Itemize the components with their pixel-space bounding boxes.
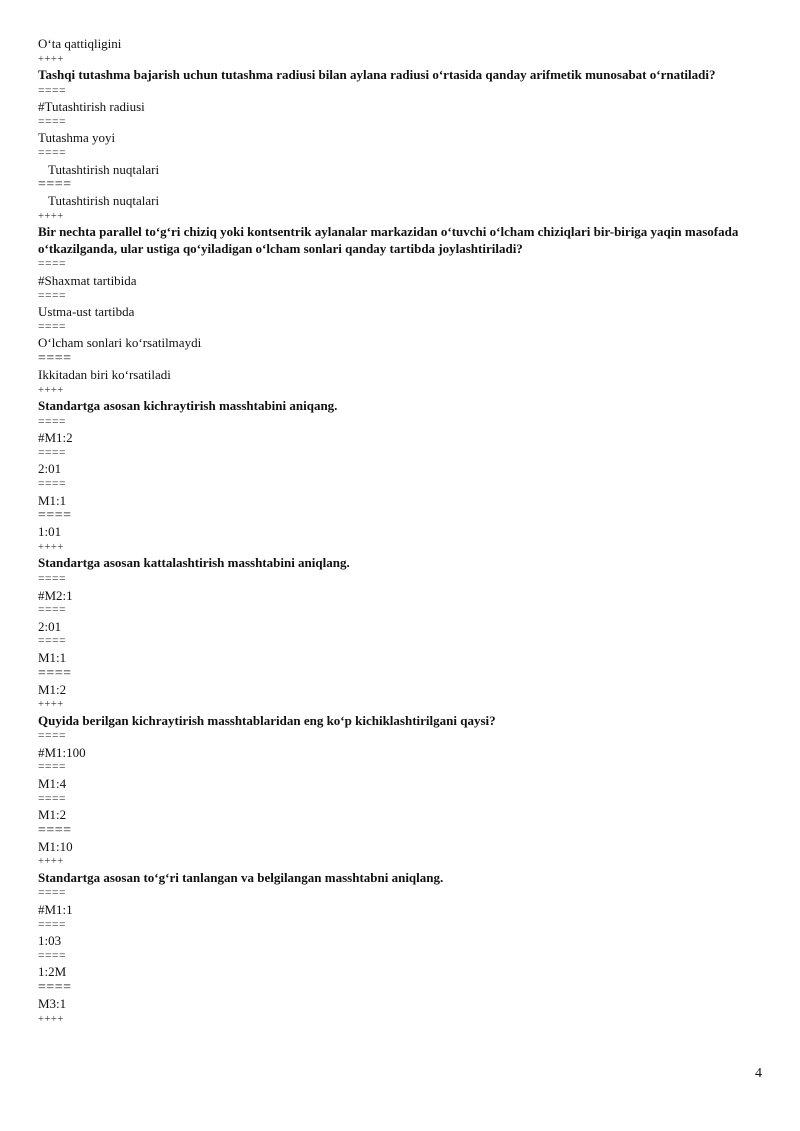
separator-line: ====: [38, 478, 66, 491]
text-line: 2:01: [38, 461, 62, 477]
text-line: M1:2: [38, 807, 67, 823]
question-line: Standartga asosan kichraytirish masshtabini aniqang.: [38, 398, 338, 414]
separator-line: ====: [38, 761, 66, 774]
question-line: Standartga asosan to‘g‘ri tanlangan va belgilangan masshtabni aniqlang.: [38, 869, 444, 885]
text-line: M1:2: [38, 681, 67, 697]
text-line: #M1:2: [38, 430, 73, 446]
separator-line: ====: [38, 415, 66, 428]
question-line: Standartga asosan kattalashtirish masshtabini aniqlang.: [38, 555, 350, 571]
separator-line: ====: [38, 730, 66, 743]
text-line: Tutashma yoyi: [38, 130, 116, 146]
text-line: 1:03: [38, 933, 62, 949]
separator-line: ====: [38, 351, 72, 366]
text-line: #M1:1: [38, 902, 73, 918]
separator-line: ====: [38, 604, 66, 617]
text-line: M1:4: [38, 775, 67, 791]
text-line: 1:2M: [38, 964, 67, 980]
marker-line: ++++: [38, 541, 64, 553]
text-line: Ikkitadan biri ko‘rsatiladi: [38, 367, 171, 382]
text-line: #M2:1: [38, 587, 73, 603]
separator-line: ====: [38, 258, 66, 271]
separator-line: ====: [38, 147, 66, 160]
text-line: Tutashtirish nuqtalari: [48, 193, 160, 209]
question-line: Tashqi tutashma bajarish uchun tutashma radiusi bilan aylana radiusi o‘rtasida qanday arifmetik munosabat o‘rnatiladi?: [38, 67, 716, 83]
separator-line: ====: [38, 572, 66, 585]
marker-line: ++++: [38, 856, 64, 868]
text-line: M1:1: [38, 649, 67, 665]
text-line: #Tutashtirish radiusi: [38, 99, 145, 115]
separator-line: ====: [38, 84, 66, 97]
separator-line: ====: [38, 289, 66, 302]
text-line: O‘ta qattiqligini: [38, 36, 122, 51]
text-line: #Shaxmat tartibida: [38, 273, 137, 289]
separator-line: ====: [38, 949, 66, 962]
question-line: Bir nechta parallel to‘g‘ri chiziq yoki kontsentrik aylanalar markazidan o‘tuvchi o‘lcham chiziqlari bir-biriga yaqin masofada o‘tkazilganda, ular ustiga qo‘yiladigan o‘lcham sonlari qanday tartibda joylashtiriladi?: [38, 224, 742, 256]
document-body: [38, 36, 763, 1027]
marker-line: ++++: [38, 699, 64, 711]
text-line: 1:01: [38, 524, 62, 540]
marker-line: ++++: [38, 53, 64, 65]
page-number: 4: [755, 1066, 762, 1081]
separator-line: ====: [38, 665, 72, 681]
marker-line: ++++: [38, 384, 64, 396]
separator-line: ====: [38, 980, 72, 995]
separator-line: ====: [38, 792, 66, 805]
separator-line: ====: [38, 887, 66, 900]
text-line: 2:01: [38, 618, 62, 634]
text-line: Ustma-ust tartibda: [38, 304, 135, 320]
separator-line: ====: [38, 508, 72, 524]
question-line: Quyida berilgan kichraytirish masshtablaridan eng ko‘p kichiklashtirilgani qaysi?: [38, 712, 496, 728]
text-line: M3:1: [38, 996, 67, 1011]
text-line: M1:1: [38, 492, 67, 508]
text-line: O‘lcham sonlari ko‘rsatilmaydi: [38, 335, 202, 351]
text-line: M1:10: [38, 838, 73, 854]
separator-line: ====: [38, 115, 66, 128]
separator-line: ====: [38, 320, 66, 333]
separator-line: ====: [38, 635, 66, 648]
separator-line: ====: [38, 177, 72, 193]
separator-line: ====: [38, 446, 66, 459]
marker-line: ++++: [38, 210, 64, 222]
marker-line: ++++: [38, 1013, 64, 1025]
text-line: #M1:100: [38, 744, 86, 760]
separator-line: ====: [38, 822, 72, 838]
text-line: Tutashtirish nuqtalari: [48, 161, 160, 177]
separator-line: ====: [38, 918, 66, 931]
